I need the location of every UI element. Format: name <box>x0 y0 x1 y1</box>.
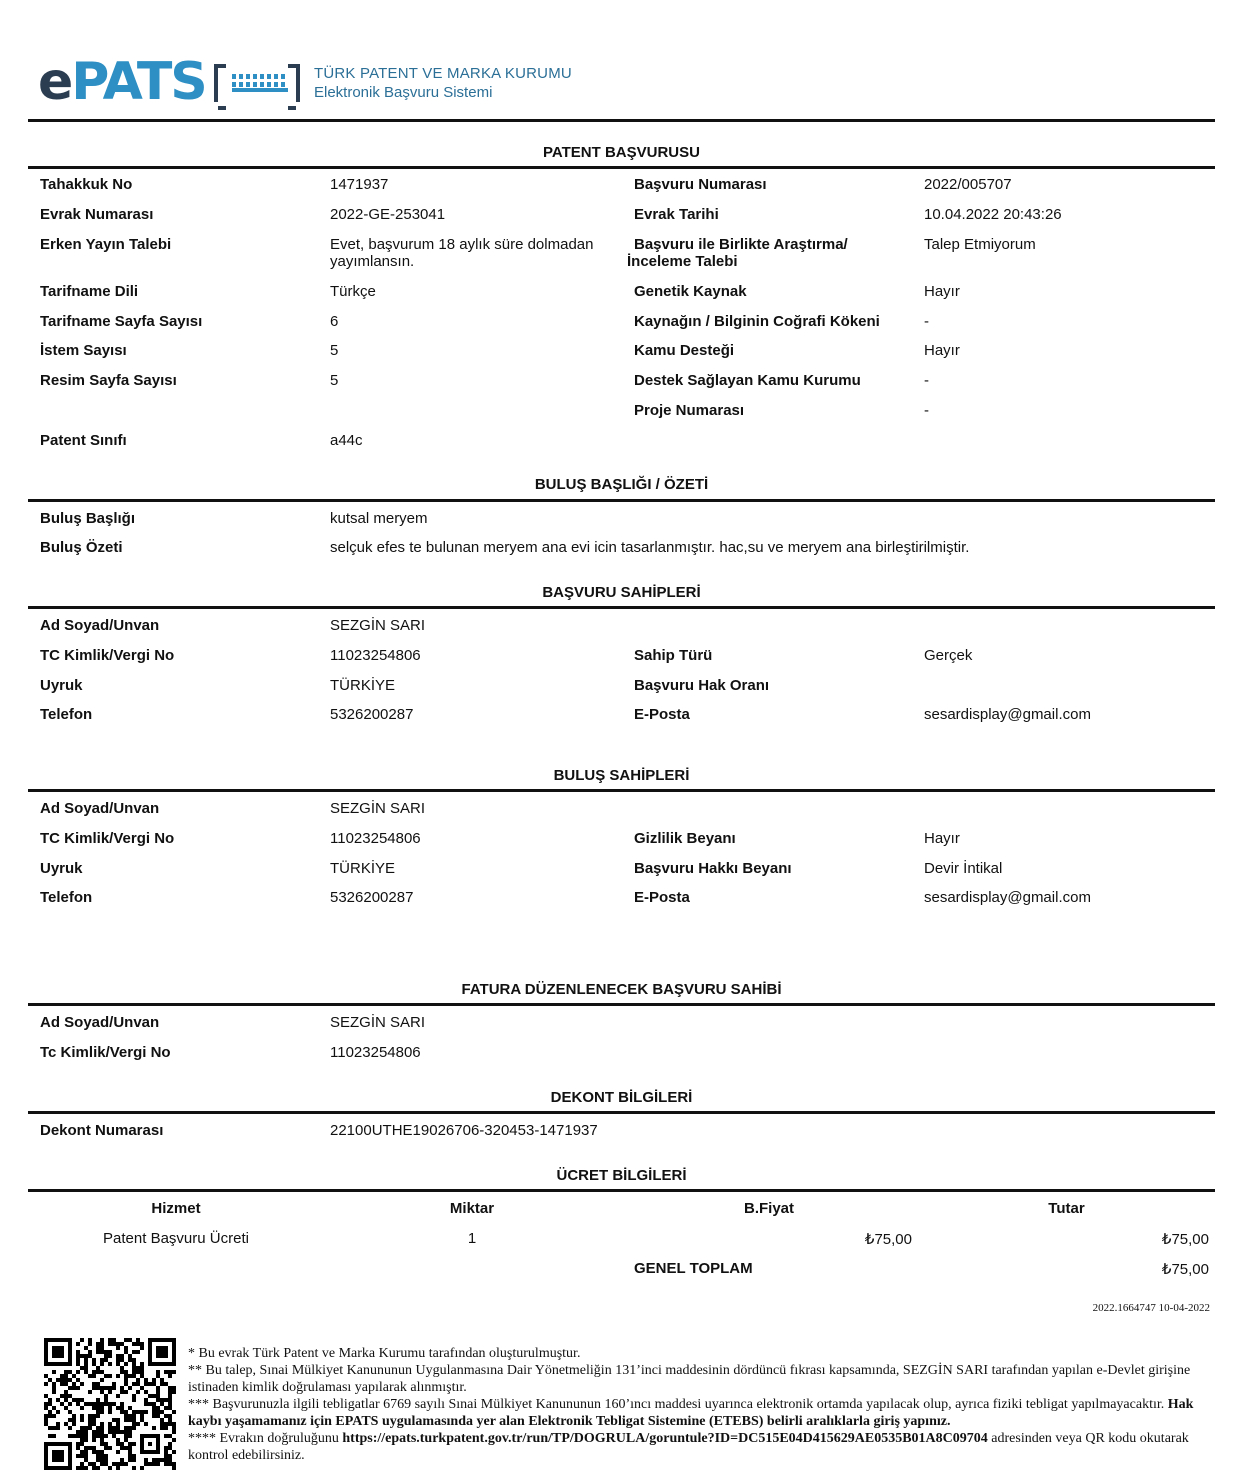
field-value: yayımlansın. <box>330 253 415 270</box>
fee-header-service: Hizmet <box>151 1200 201 1217</box>
field-label: Dekont Numarası <box>40 1122 164 1139</box>
field-label: E-Posta <box>634 706 690 723</box>
field-value: 5 <box>330 342 339 359</box>
field-value: 5 <box>330 372 339 389</box>
section-divider <box>28 1189 1215 1192</box>
field-value: 11023254806 <box>330 1044 421 1061</box>
fee-unit-price: ₺75,00 <box>864 1231 912 1248</box>
fee-qty: 1 <box>467 1230 477 1247</box>
section-divider <box>28 166 1215 169</box>
fee-header-qty: Miktar <box>449 1200 495 1217</box>
field-label: Resim Sayfa Sayısı <box>40 372 177 389</box>
field-label: Telefon <box>40 889 93 906</box>
field-label: İnceleme Talebi <box>627 253 738 270</box>
note-4-text: **** Evrakın doğruluğunu <box>188 1431 339 1446</box>
field-value: Talep Etmiyorum <box>924 236 1036 253</box>
field-value: 2022/005707 <box>924 176 1012 193</box>
field-value: 10.04.2022 20:43:26 <box>924 206 1062 223</box>
field-value: sesardisplay@gmail.com <box>924 889 1091 906</box>
field-value: Hayır <box>924 830 960 847</box>
section-divider <box>28 606 1215 609</box>
grand-total-label: GENEL TOPLAM <box>634 1260 753 1277</box>
field-value: - <box>924 313 929 330</box>
field-value: SEZGİN SARI <box>330 617 426 634</box>
section-title-patent: PATENT BAŞVURUSU <box>543 144 700 161</box>
org-title: TÜRK PATENT VE MARKA KURUMU <box>314 65 572 82</box>
section-divider <box>28 1111 1215 1114</box>
qr-code-icon <box>44 1338 176 1470</box>
field-value: 11023254806 <box>330 830 421 847</box>
field-value: Türkçe <box>330 283 376 300</box>
field-value: 2022-GE-253041 <box>330 206 446 223</box>
footer-notes <box>188 1345 1208 1464</box>
field-value: 5326200287 <box>330 706 414 723</box>
field-label: Tarifname Sayfa Sayısı <box>40 313 203 330</box>
field-label: Ad Soyad/Unvan <box>40 1014 160 1031</box>
field-value: 5326200287 <box>330 889 414 906</box>
field-value: 6 <box>330 313 339 330</box>
note-3-bold: Hak kaybı yaşamamanız için EPATS uygulamasında yer alan Elektronik Tebligat Sistemine (ETEBS) belirli aralıklarla giriş yapınız. <box>188 1397 1194 1429</box>
section-title-applicants: BAŞVURU SAHİPLERİ <box>542 584 701 601</box>
field-value: 11023254806 <box>330 647 421 664</box>
note-4 <box>188 1430 1208 1464</box>
field-label: Gizlilik Beyanı <box>634 830 736 847</box>
field-label: Genetik Kaynak <box>634 283 747 300</box>
section-divider <box>28 789 1215 792</box>
section-title-invention: BULUŞ BAŞLIĞI / ÖZETİ <box>534 476 709 493</box>
field-value: Hayır <box>924 283 960 300</box>
section-title-invoice: FATURA DÜZENLENECEK BAŞVURU SAHİBİ <box>461 981 782 998</box>
document-reference: 2022.1664747 10-04-2022 <box>1092 1302 1210 1314</box>
field-value: SEZGİN SARI <box>330 1014 426 1031</box>
header-divider <box>28 119 1215 122</box>
field-value: TÜRKİYE <box>330 860 396 877</box>
field-label: Ad Soyad/Unvan <box>40 617 160 634</box>
field-value: TÜRKİYE <box>330 677 396 694</box>
field-value: - <box>924 402 929 419</box>
epats-header <box>38 52 598 112</box>
field-value: Gerçek <box>924 647 973 664</box>
field-value: Hayır <box>924 342 960 359</box>
epats-logo <box>38 52 206 112</box>
field-value: sesardisplay@gmail.com <box>924 706 1091 723</box>
note-2: ** Bu talep, Sınai Mülkiyet Kanununun Uygulanmasına Dair Yönetmeliğin 131’inci maddesinin dördüncü fıkrası kapsamında, SEZGİN SARI tarafından yapılan e-Devlet girişine istinaden kimlik doğrulaması yapılarak alınmıştır. <box>188 1363 1191 1395</box>
field-value: 22100UTHE19026706-320453-1471937 <box>330 1122 598 1139</box>
field-label: E-Posta <box>634 889 690 906</box>
field-value: selçuk efes te bulunan meryem ana evi icin tasarlanmıştır. hac,su ve meryem ana birleştirilmiştir. <box>330 539 970 556</box>
field-label: Başvuru ile Birlikte Araştırma/ <box>634 236 848 253</box>
note-3 <box>188 1396 1208 1430</box>
section-title-fees: ÜCRET BİLGİLERİ <box>556 1167 687 1184</box>
section-divider <box>28 1003 1215 1006</box>
field-label: Erken Yayın Talebi <box>40 236 172 253</box>
note-1: * Bu evrak Türk Patent ve Marka Kurumu tarafından oluşturulmuştur. <box>188 1346 581 1361</box>
field-label: Tc Kimlik/Vergi No <box>40 1044 171 1061</box>
field-label: Başvuru Hakkı Beyanı <box>634 860 792 877</box>
field-label: Evrak Tarihi <box>634 206 719 223</box>
field-label: Uyruk <box>40 860 83 877</box>
verification-link[interactable]: https://epats.turkpatent.gov.tr/run/TP/DOGRULA/goruntule?ID=DC515E04D415629AE0535B01A8C09704 <box>342 1431 988 1446</box>
field-label: Patent Sınıfı <box>40 432 127 449</box>
fee-header-unit: B.Fiyat <box>743 1200 794 1217</box>
field-label: Kaynağın / Bilginin Coğrafi Kökeni <box>634 313 880 330</box>
fee-header-total: Tutar <box>1048 1200 1085 1217</box>
field-label: TC Kimlik/Vergi No <box>40 647 175 664</box>
field-label: İstem Sayısı <box>40 342 127 359</box>
field-label: Ad Soyad/Unvan <box>40 800 160 817</box>
grand-total-value: ₺75,00 <box>1161 1261 1209 1278</box>
field-label: Evrak Numarası <box>40 206 154 223</box>
org-subtitle: Elektronik Başvuru Sistemi <box>314 84 493 101</box>
field-value: 1471937 <box>330 176 389 193</box>
field-value: Devir İntikal <box>924 860 1003 877</box>
section-divider <box>28 499 1215 502</box>
field-label: Buluş Başlığı <box>40 510 136 527</box>
field-value: a44c <box>330 432 363 449</box>
logo-e: e <box>38 52 72 112</box>
field-label: Kamu Desteği <box>634 342 735 359</box>
note-4-tail: adresinden veya QR kodu okutarak kontrol edebilirsiniz. <box>188 1431 1189 1463</box>
field-label: Telefon <box>40 706 93 723</box>
field-value: SEZGİN SARI <box>330 800 426 817</box>
keyboard-icon <box>214 64 300 102</box>
field-label: Başvuru Numarası <box>634 176 767 193</box>
section-title-inventors: BULUŞ SAHİPLERİ <box>553 767 690 784</box>
field-label: Proje Numarası <box>634 402 745 419</box>
field-value: kutsal meryem <box>330 510 428 527</box>
fee-total: ₺75,00 <box>1161 1231 1209 1248</box>
logo-pats: PATS <box>71 52 206 112</box>
field-label: Destek Sağlayan Kamu Kurumu <box>634 372 861 389</box>
section-title-receipt: DEKONT BİLGİLERİ <box>550 1089 693 1106</box>
field-label: Tarifname Dili <box>40 283 139 300</box>
field-label: Başvuru Hak Oranı <box>634 677 770 694</box>
field-value: - <box>924 372 929 389</box>
field-label: TC Kimlik/Vergi No <box>40 830 175 847</box>
field-label: Sahip Türü <box>634 647 713 664</box>
fee-service: Patent Başvuru Ücreti <box>103 1230 249 1247</box>
field-label: Buluş Özeti <box>40 539 123 556</box>
field-label: Tahakkuk No <box>40 176 133 193</box>
field-label: Uyruk <box>40 677 83 694</box>
note-3-text: *** Başvurunuzla ilgili tebligatlar 6769 sayılı Sınai Mülkiyet Kanununun 160’ıncı maddesi uyarınca elektronik ortamda yapılacak olup, ayrıca fiziki tebligat yapılmayacaktır. <box>188 1397 1165 1412</box>
field-value: Evet, başvurum 18 aylık süre dolmadan <box>330 236 594 253</box>
